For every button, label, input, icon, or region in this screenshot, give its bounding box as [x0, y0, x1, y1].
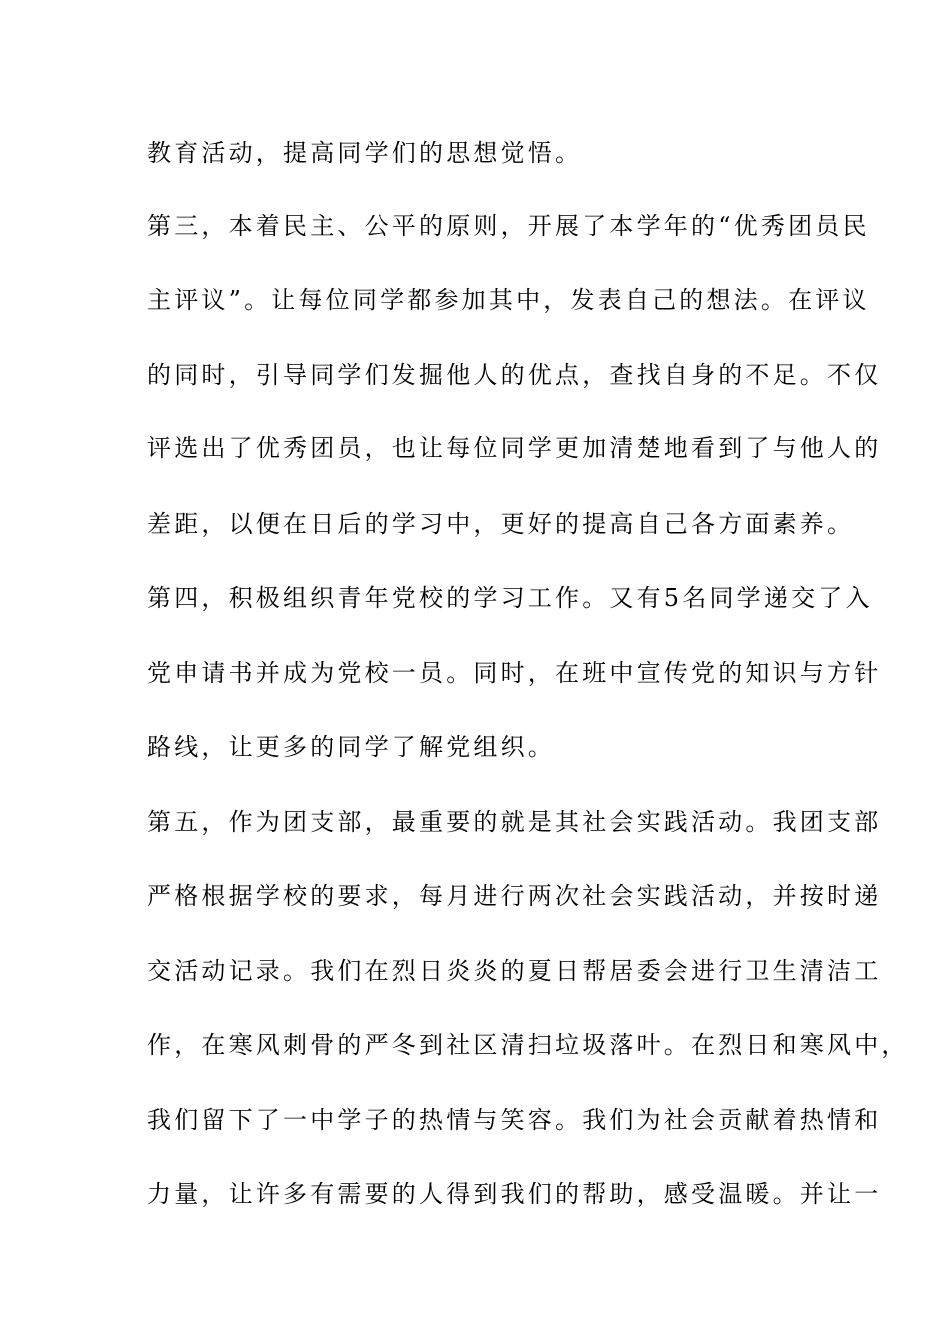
text-line: 作，在寒风刺骨的严冬到社区清扫垃圾落叶。在烈日和寒风中，: [147, 1031, 909, 1059]
text-line: 评选出了优秀团员，也让每位同学更加清楚地看到了与他人的: [147, 434, 882, 462]
text-line: 的同时，引导同学们发掘他人的优点，查找自身的不足。不仅: [147, 361, 882, 389]
text-line: 严格根据学校的要求，每月进行两次社会实践活动，并按时递: [147, 882, 882, 910]
text-line: 第五，作为团支部，最重要的就是其社会实践活动。我团支部: [147, 808, 882, 836]
text-line: 差距，以便在日后的学习中，更好的提高自己各方面素养。: [147, 510, 855, 538]
text-line: 路线，让更多的同学了解党组织。: [147, 733, 555, 761]
text-line: 第四，积极组织青年党校的学习工作。又有5名同学递交了入: [147, 584, 873, 612]
text-line: 力量，让许多有需要的人得到我们的帮助，感受温暖。并让一: [147, 1180, 882, 1208]
text-line: 我们留下了一中学子的热情与笑容。我们为社会贡献着热情和: [147, 1106, 882, 1134]
text-line: 交活动记录。我们在烈日炎炎的夏日帮居委会进行卫生清洁工: [147, 957, 882, 985]
text-line: 教育活动，提高同学们的思想觉悟。: [147, 139, 583, 167]
text-line: 党申请书并成为党校一员。同时，在班中宣传党的知识与方针: [147, 659, 882, 687]
text-line: 主评议”。让每位同学都参加其中，发表自己的想法。在评议: [147, 286, 870, 314]
text-line: 第三，本着民主、公平的原则，开展了本学年的“优秀团员民: [147, 212, 870, 240]
